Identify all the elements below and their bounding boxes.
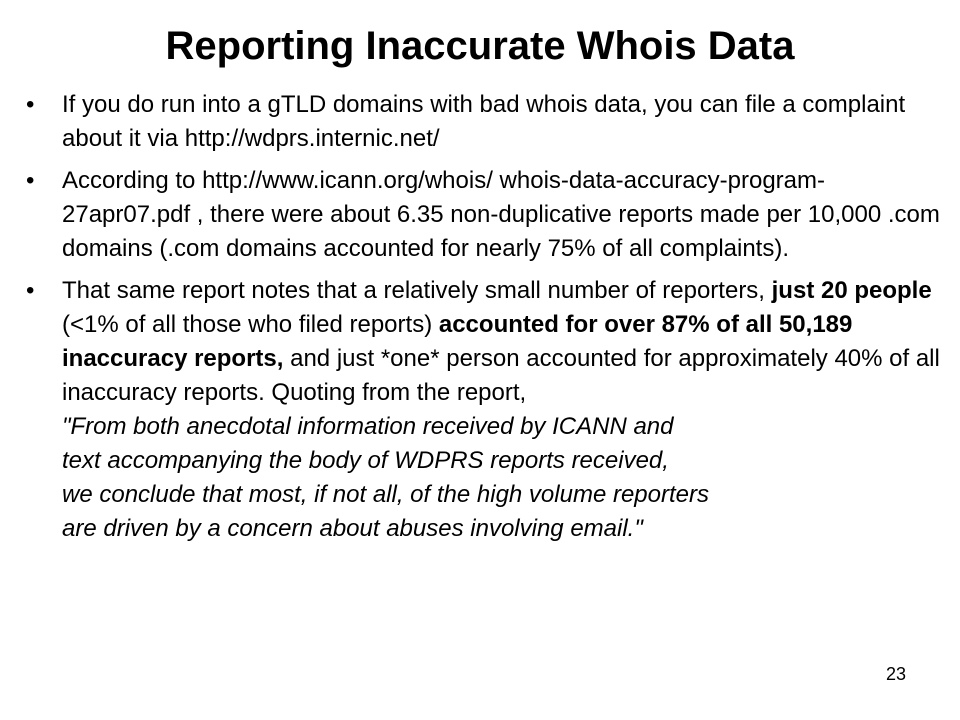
quote-line: text accompanying the body of WDPRS reports received, [62, 447, 669, 474]
quote-line: are driven by a concern about abuses involving email." [62, 515, 643, 542]
report-quote [62, 410, 942, 546]
bullet-item-reporters [26, 274, 942, 546]
bullet-item-file-complaint [26, 88, 942, 156]
bullet-icon: • [26, 167, 35, 194]
bullet-text: According to http://www.icann.org/whois/ whois-data-accuracy-program-27apr07.pdf , there were about 6.35 non-duplicative reports made per 10,000 .com domains (.com domains accounted for nearly 75% of all complaints). [62, 167, 940, 262]
bold-highlight-87-percent: accounted for over 87% of all 50,189 inaccuracy reports, [62, 311, 853, 372]
bullet-text-part3: and just *one* person accounted for approximately 40% of all inaccuracy reports. Quoting from the report, [62, 345, 940, 406]
bullet-text-part2: (<1% of all those who filed reports) [62, 311, 439, 338]
bullet-item-icann-report [26, 164, 942, 266]
bullet-icon: • [26, 277, 35, 304]
bullet-list [26, 88, 942, 554]
bold-highlight-20-people: just 20 people [771, 277, 932, 304]
page-number: 23 [885, 664, 906, 684]
bullet-text: If you do run into a gTLD domains with bad whois data, you can file a complaint about it via http://wdprs.internic.net/ [62, 91, 906, 152]
quote-line: we conclude that most, if not all, of the high volume reporters [62, 481, 710, 508]
slide-title: Reporting Inaccurate Whois Data [165, 24, 795, 68]
bullet-icon: • [26, 91, 35, 118]
bullet-text-part1: That same report notes that a relatively small number of reporters, [62, 277, 772, 304]
quote-line: "From both anecdotal information received by ICANN and [62, 413, 674, 440]
